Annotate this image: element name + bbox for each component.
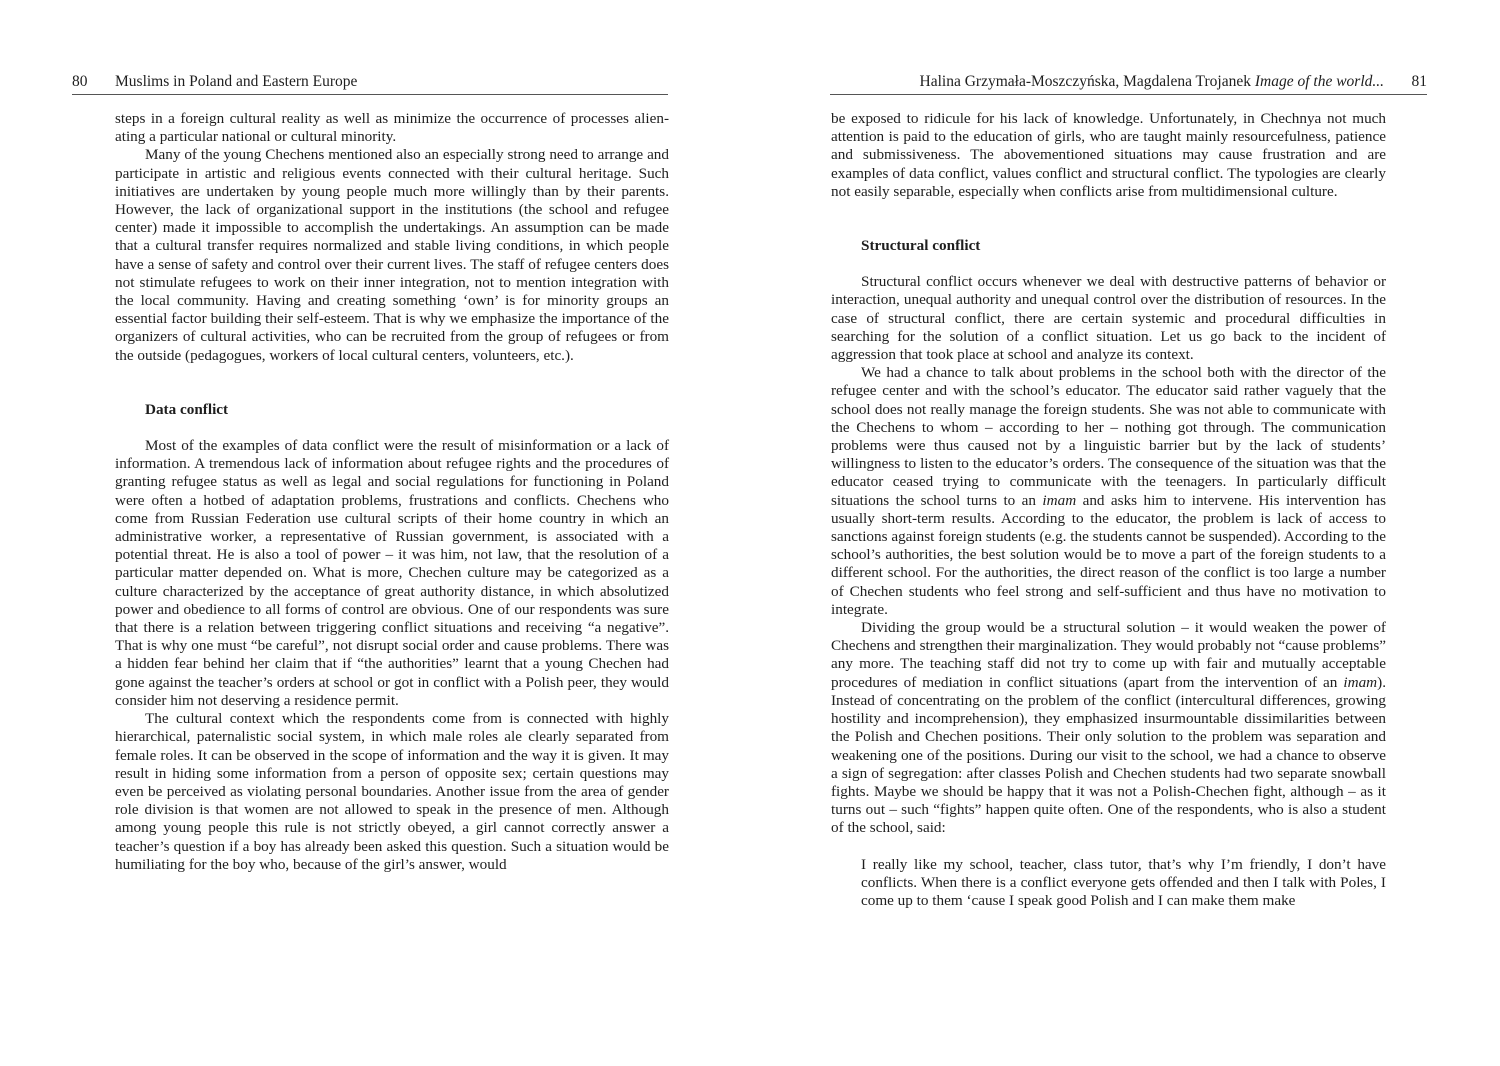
text-column <box>831 110 1386 910</box>
header-rule <box>72 94 668 95</box>
running-title-work: Image of the world... <box>1254 73 1384 90</box>
text-column <box>115 110 669 874</box>
page-number: 81 <box>1411 73 1427 90</box>
running-title-authors: Halina Grzymała-Moszczyńska, Magdalena Trojanek <box>919 73 1251 90</box>
paragraph: Dividing the group would be a structural solution – it would weaken the power of Chechens and strengthen their marginalization. They would probably not “cause problems” any more. The teaching staff did not try to come up with fair and mutually acceptable procedures of mediation in conflict situations (apart from the intervention of an imam). Instead of concentrating on the problem of the conflict (intercultural differences, growing hostility and incomprehension), they emphasized insurmountable dissimilarities between the Polish and Chechen positions. Their only solution to the problem was separation and weakening one of the positions. During our visit to the school, we had a chance to observe a sign of segregation: after classes Polish and Chechen students had two separate snowball fights. Maybe we should be happy that it was not a Polish-Chechen fight, although – as it turns out – such “fights” happen quite often. One of the respondents, who is also a student of the school, said: <box>831 619 1386 837</box>
paragraph: We had a chance to talk about problems in the school both with the director of the refugee center and with the school’s educator. The educator said rather vaguely that the school does not really manage the foreign students. She was not able to communicate with the Chechens to whom – according to her – nothing got through. The communication problems were thus caused not by a linguistic barrier but by the lack of students’ willingness to listen to the educator’s orders. The consequence of the situation was that the educator ceased trying to communicate with the teenagers. In particularly difficult situations the school turns to an imam and asks him to intervene. His intervention has usually short-term results. According to the educator, the problem is lack of access to sanctions against foreign students (e.g. the students cannot be suspended). According to the school’s authorities, the best solution would be to move a part of the foreign students to a different school. For the authorities, the direct reason of the conflict is too large a number of Chechen students who feel strong and self-sufficient and thus have no motivation to integrate. <box>831 364 1386 618</box>
page-number: 80 <box>72 73 88 90</box>
paragraph: The cultural context which the respondents come from is connected with highly hierarchical, paternalistic social system, in which male roles ale clearly separated from female roles. It can be observed in the scope of information and the way it is given. It may result in hiding some information from a person of opposite sex; certain questions may even be perceived as violating personal boundaries. Another issue from the area of gender role division is that women are not allowed to speak in the presence of men. Although among young people this rule is not strictly obeyed, a girl cannot correctly answer a teacher’s question if a boy has already been asked this question. Such a situation would be humiliating for the boy who, because of the girl’s answer, would <box>115 710 669 873</box>
running-header <box>830 71 1427 93</box>
section-heading: Data conflict <box>145 400 229 418</box>
paragraph: steps in a foreign cultural reality as well as minimize the occurrence of processes alienating a particular national or cultural minority. <box>115 110 669 146</box>
running-title <box>920 71 1384 93</box>
paragraph: Structural conflict occurs whenever we deal with destructive patterns of behavior or interaction, unequal authority and unequal control over the distribution of resources. In the case of structural conflict, there are certain systemic and procedural difficulties in searching for the solution of a conflict situation. Let us go back to the incident of aggression that took place at school and analyze its context. <box>831 273 1386 364</box>
block-quote: I really like my school, teacher, class tutor, that’s why I’m friendly, I don’t have conflicts. When there is a conflict everyone gets offended and then I talk with Poles, I come up to them ‘cause I speak good Polish and I can make them make <box>861 855 1386 909</box>
section-heading: Structural conflict <box>861 237 981 255</box>
paragraph: Many of the young Chechens mentioned also an especially strong need to arrange and participate in artistic and religious events connected with their cultural heritage. Such initiatives are undertaken by young people much more willingly than by their parents. However, the lack of organizational support in the institutions (the school and refugee center) made it impossible to accomplish the undertakings. An assumption can be made that a cultural transfer requires normalized and stable living conditions, in which people have a sense of safety and control over their current lives. The staff of refugee centers does not stimulate refugees to work on their inner integration, not to mention integration with the local community. Having and creating something ‘own’ is for minority groups an essential factor building their self-esteem. That is why we emphasize the importance of the organizers of cultural activities, who can be recruited from the group of refugees or from the outside (pedagogues, workers of local cultural centers, volunteers, etc.). <box>115 146 669 364</box>
right-page <box>750 0 1500 1066</box>
paragraph: Most of the examples of data conflict were the result of misinformation or a lack of information. A tremendous lack of information about refugee rights and the procedures of granting refugee status as well as legal and social regulations for functioning in Poland were often a hotbed of adaptation problems, frustrations and conflicts. Chechens who come from Russian Federation use cultural scripts of their home country in which an administrative worker, a representative of Russian government, is associated with a potential threat. He is also a tool of power – it was him, not law, that the resolution of a particular matter depended on. What is more, Chechen culture may be categorized as a culture characterized by the acceptance of great authority distance, in which absolutized power and obedience to all forms of control are obvious. One of our respondents was sure that there is a relation between triggering conflict situations and receiving “a negative”. That is why one must “be careful”, not disrupt social order and cause problems. There was a hidden fear behind her claim that if “the authorities” learnt that a young Chechen had gone against the teacher’s orders at school or got in conflict with a Polish peer, they would consider him not deserving a residence permit. <box>115 437 669 709</box>
header-rule <box>830 94 1427 95</box>
running-header <box>72 71 668 93</box>
paragraph: be exposed to ridicule for his lack of knowledge. Unfortunately, in Chechnya not much attention is paid to the education of girls, who are taught mainly resourcefulness, patience and submissiveness. The abovementioned situations may cause frustration and are examples of data conflict, values conflict and structural conflict. The typologies are clearly not easily separable, especially when conflicts arise from multidimensional culture. <box>831 110 1386 200</box>
running-title: Muslims in Poland and Eastern Europe <box>115 73 358 90</box>
